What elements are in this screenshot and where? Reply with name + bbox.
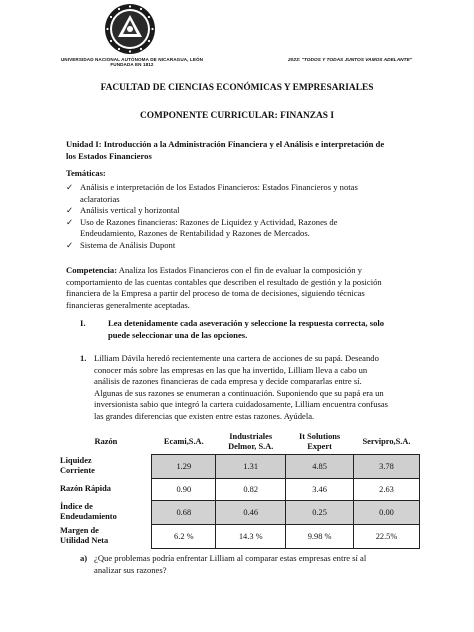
- table-cell: 0.90: [152, 478, 216, 500]
- column-header: [60, 430, 152, 454]
- table-cell: 0.46: [216, 500, 286, 524]
- check-icon: ✓: [66, 182, 74, 192]
- tematicas-label: Temáticas:: [66, 168, 106, 178]
- list-item: [66, 182, 416, 205]
- topic-line: Sistema de Análisis Dupont: [80, 239, 176, 250]
- section-instructions-line: puede seleccionar una de las opciones.: [108, 329, 248, 340]
- row-label: [60, 454, 152, 478]
- question-line: las grandes diferencias que existen entre estas razones. Ayúdela.: [94, 410, 315, 421]
- table-cell: 1.31: [216, 454, 286, 478]
- table-cell: 1.29: [152, 454, 216, 478]
- competencia-label: Competencia:: [66, 265, 118, 275]
- unit-heading-line: los Estados Financieros: [66, 150, 152, 161]
- column-header-text: Servipro,S.A.: [362, 436, 411, 446]
- table-header-row: [60, 430, 420, 454]
- column-header: [152, 430, 216, 454]
- table-cell: 3.46: [286, 478, 354, 500]
- subquestion-line: ¿Que problemas podría enfrentar Lilliam al comparar estas empresas entre sí al: [94, 553, 367, 563]
- check-icon: ✓: [66, 216, 74, 227]
- topic-line: Endeudamiento, Razones de Rentabilidad y Razones de Mercados.: [80, 228, 310, 239]
- section-instructions: [108, 318, 418, 341]
- table-cell: 2.63: [354, 478, 420, 500]
- unit-heading-line: Unidad I: Introducción a la Administración Financiera y el Análisis e interpretación de: [66, 139, 385, 149]
- question-line: análisis de razones financieras de cada empresa y decide compararlas entre sí.: [94, 376, 362, 387]
- university-founded-line: FUNDADA EN 1812: [110, 62, 154, 68]
- table-row: [60, 500, 420, 524]
- ratios-table: [60, 430, 420, 549]
- course-title: COMPONENTE CURRICULAR: FINANZAS I: [139, 111, 335, 121]
- question-line: inversionista sabio que integró la cartera cuidadosamente, Lilliam encuentra confusas: [94, 399, 388, 410]
- table-cell: 0.25: [286, 500, 354, 524]
- topic-line: Análisis vertical y horizontal: [80, 205, 180, 216]
- column-header-text: Expert: [307, 441, 332, 451]
- university-name: [38, 57, 226, 68]
- competencia-text: Analiza los Estados Financieros con el fin de evaluar la composición y: [117, 265, 362, 275]
- column-header-text: Razón: [94, 437, 118, 446]
- row-label: [60, 524, 152, 548]
- row-label-text: Endeudamiento: [60, 512, 117, 521]
- table-cell: 6.2 %: [152, 524, 216, 548]
- table-cell: 14.3 %: [216, 524, 286, 548]
- table-row: [60, 454, 420, 478]
- table-row: [60, 478, 420, 500]
- column-header-text: Industriales: [229, 431, 273, 441]
- section-instructions-line: Lea detenidamente cada aseveración y seleccione la respuesta correcta, solo: [108, 318, 385, 328]
- competencia-paragraph: [66, 265, 416, 311]
- column-header-text: Ecami,S.A.: [163, 436, 204, 446]
- institutional-motto: 2023: "TODOS Y TODAS JUNTOS VAMOS ADELANTE": [288, 58, 413, 63]
- question-line: Algunas de sus razones se enumeran a continuación. Suponiendo que su papá era un: [94, 387, 384, 398]
- table-cell: 22.5%: [354, 524, 420, 548]
- table-row: [60, 524, 420, 548]
- check-icon: ✓: [66, 205, 74, 216]
- table-cell: 3.78: [354, 454, 420, 478]
- competencia-line: comportamiento de las cuentas contables que describen el resultado de gestión y la posición: [66, 276, 382, 287]
- check-icon: ✓: [66, 239, 74, 250]
- topic-line: Uso de Razones financieras: Razones de Liquidez y Actividad, Razones de: [80, 216, 338, 227]
- university-name-line: UNIVERSIDAD NACIONAL AUTÓNOMA DE NICARAGUA, LEÓN: [60, 57, 204, 62]
- competencia-first-line: [66, 265, 416, 277]
- column-header-text: It Solutions: [298, 431, 341, 441]
- topics-list: [66, 182, 416, 252]
- section-numeral: I.: [80, 318, 86, 328]
- column-header-text: Delmor, S.A.: [228, 441, 274, 451]
- question-line: Lilliam Dávila heredó recientemente una cartera de acciones de su papá. Deseando: [94, 353, 379, 363]
- table-cell: 9.98 %: [286, 524, 354, 548]
- question-text: [94, 353, 416, 423]
- subquestion-letter: a): [80, 553, 88, 563]
- column-header: [286, 430, 354, 454]
- university-seal-icon: [104, 3, 156, 55]
- row-label-text: Índice de: [60, 502, 93, 511]
- row-label-text: Liquidez: [60, 456, 92, 465]
- competencia-line: financieras generalmente aceptadas.: [66, 299, 190, 310]
- subquestion-line: analizar sus razones?: [94, 564, 167, 575]
- table-cell: 4.85: [286, 454, 354, 478]
- row-label-text: Razón Rápida: [60, 484, 111, 493]
- list-item: [66, 217, 416, 240]
- list-item: [66, 240, 416, 252]
- row-label: [60, 500, 152, 524]
- table-cell: 0.68: [152, 500, 216, 524]
- row-label-text: Utilidad Neta: [60, 536, 109, 545]
- question-number: 1.: [80, 353, 87, 363]
- subquestion-text: [94, 553, 416, 576]
- list-item: [66, 205, 416, 217]
- row-label: [60, 478, 152, 500]
- table-cell: 0.82: [216, 478, 286, 500]
- column-header: [216, 430, 286, 454]
- table-cell: 0.00: [354, 500, 420, 524]
- unit-heading: [66, 139, 416, 162]
- topic-line: Análisis e interpretación de los Estados Financieros: Estados Financieros y notas: [80, 182, 358, 192]
- row-label-text: Margen de: [60, 526, 99, 535]
- row-label-text: Corriente: [60, 466, 95, 475]
- question-line: conocer más sobre las empresas en las que ha invertido, Lilliam lleva a cabo un: [94, 364, 368, 375]
- competencia-line: financiera de la Empresa a partir del proceso de toma de decisiones, siguiendo técnicas: [66, 288, 365, 299]
- column-header: [354, 430, 420, 454]
- faculty-title: FACULTAD DE CIENCIAS ECONÓMICAS Y EMPRESARIALES: [100, 83, 374, 93]
- topic-line: aclaratorias: [80, 193, 120, 204]
